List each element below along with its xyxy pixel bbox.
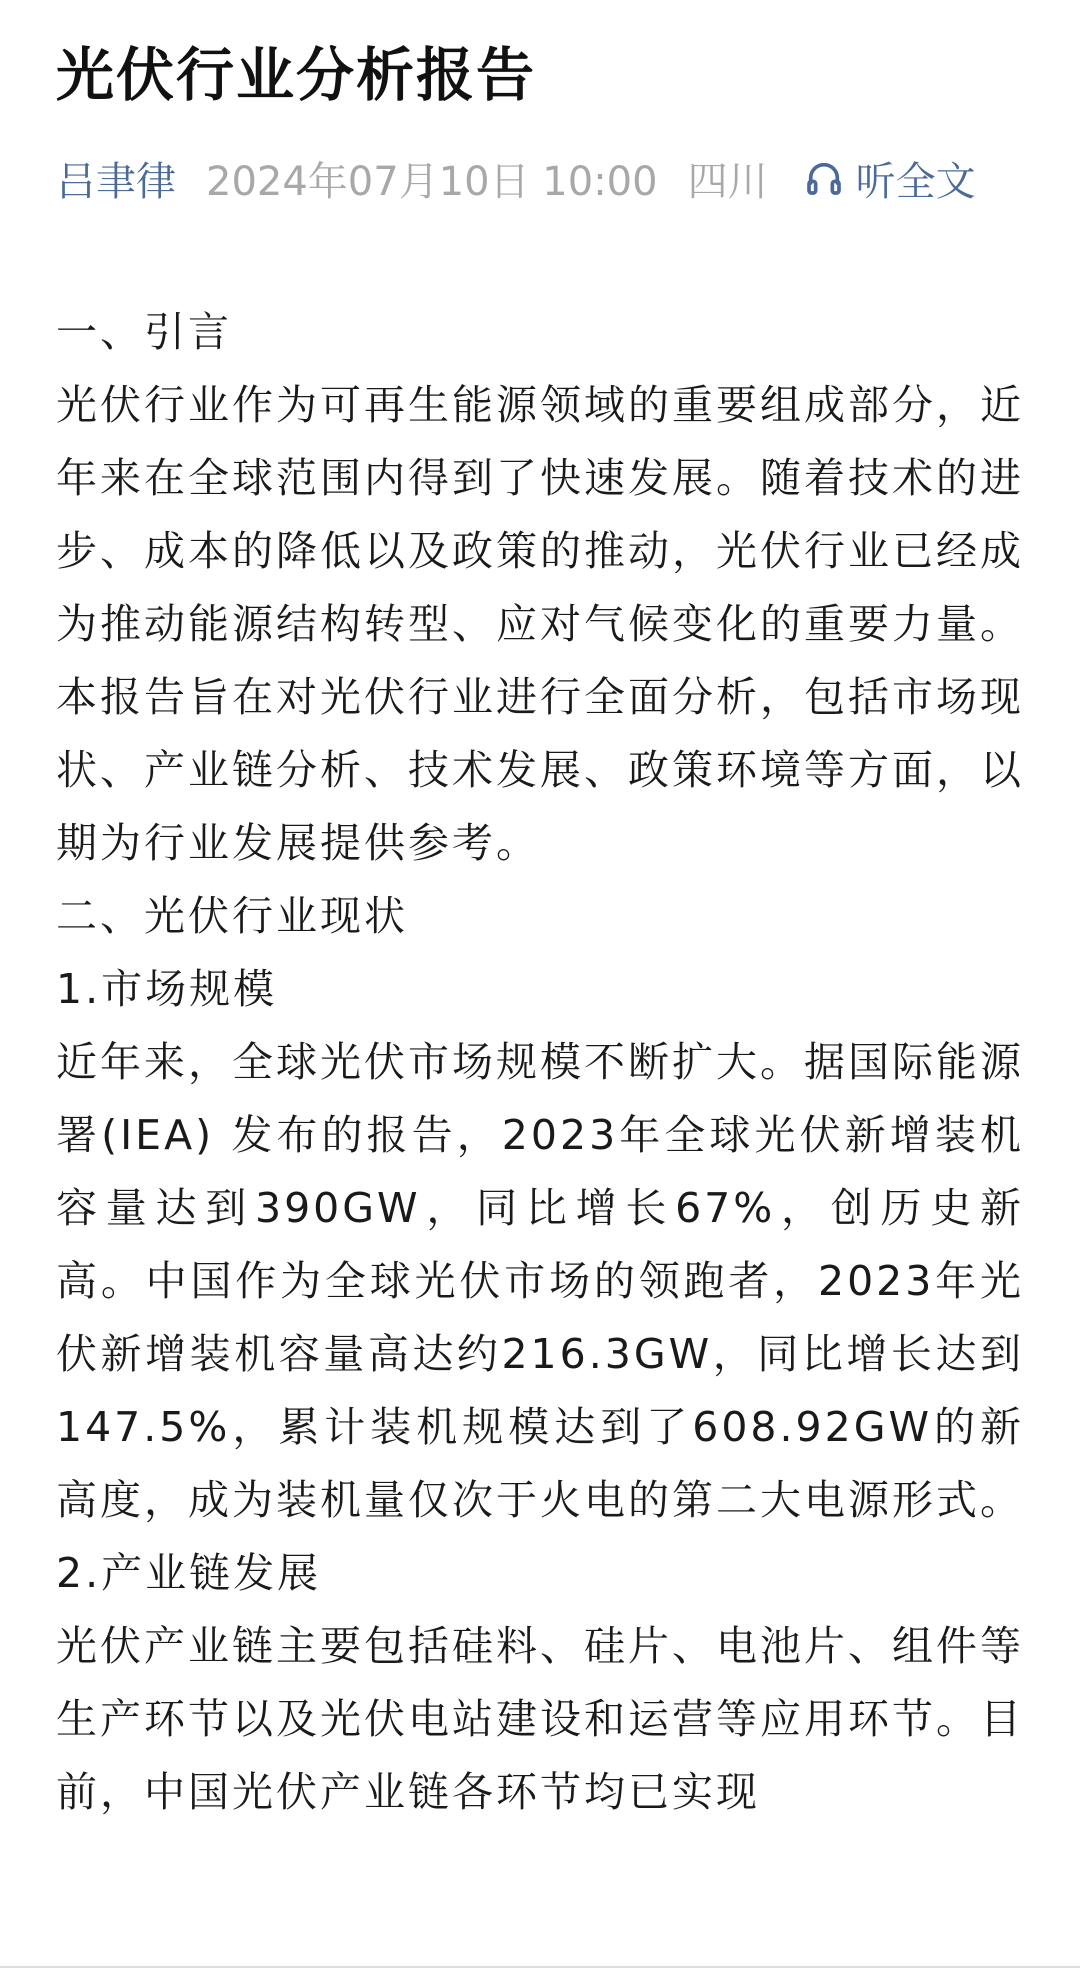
author-name[interactable]: 吕聿律: [56, 158, 176, 205]
paragraph-intro: 光伏行业作为可再生能源领域的重要组成部分，近年来在全球范围内得到了快速发展。随着技术的进步、成本的降低以及政策的推动，光伏行业已经成为推动能源结构转型、应对气候变化的重要力量。本报告旨在对光伏行业进行全面分析，包括市场现状、产业链分析、技术发展、政策环境等方面，以期为行业发展提供参考。: [56, 381, 1024, 867]
publish-datetime: 2024年07月10日 10:00: [206, 158, 658, 205]
bottom-divider: [0, 1966, 1080, 1968]
listen-label: 听全文: [855, 158, 976, 205]
section-heading-status: 二、光伏行业现状: [56, 892, 408, 940]
listen-full-text-button[interactable]: [804, 150, 976, 207]
subheading-market-size: 1.市场规模: [56, 965, 278, 1013]
paragraph-market-size: 近年来，全球光伏市场规模不断扩大。据国际能源署(IEA) 发布的报告，2023年全球光伏新增装机容量达到390GW，同比增长67%，创历史新高。中国作为全球光伏市场的领跑者，2023年光伏新增装机容量高达约216.3GW，同比增长达到147.5%，累计装机规模达到了608.92GW的新高度，成为装机量仅次于火电的第二大电源形式。: [56, 1038, 1024, 1524]
article-title: 光伏行业分析报告: [56, 41, 537, 109]
article-body: [56, 296, 1024, 1829]
section-heading-intro: 一、引言: [56, 308, 232, 356]
subheading-industry-chain: 2.产业链发展: [56, 1549, 322, 1597]
headphones-icon: [804, 158, 856, 198]
paragraph-industry-chain: 光伏产业链主要包括硅料、硅片、电池片、组件等生产环节以及光伏电站建设和运营等应用环节。目前，中国光伏产业链各环节均已实现: [56, 1622, 1024, 1816]
publish-location: 四川: [687, 158, 768, 205]
article-meta: [56, 148, 976, 208]
